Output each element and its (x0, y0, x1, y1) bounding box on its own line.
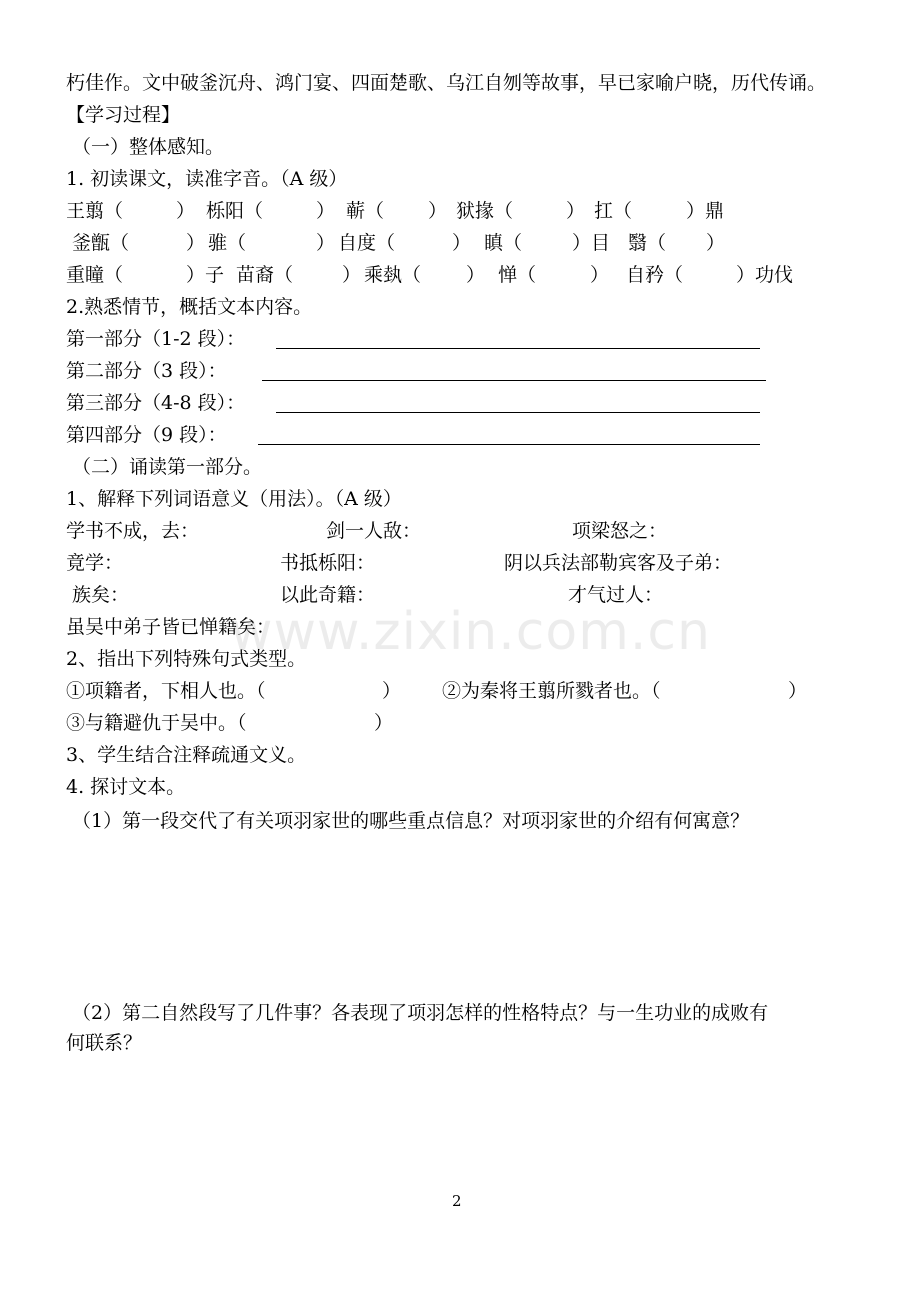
pron-item: 栎阳（ (206, 200, 264, 222)
vocab-item: 项梁怒之： (572, 520, 668, 542)
vocab-last: 虽吴中弟子皆已惮籍矣： (66, 616, 276, 638)
section-title: 【学习过程】 (66, 104, 181, 126)
summary-label-1: 第一部分（1-2 段）： (66, 328, 246, 350)
part2-q2: 2、指出下列特殊句式类型。 (66, 648, 307, 670)
pron-close: ）鼎 (686, 200, 725, 222)
sentence-item: ③与籍避仇于吴中。（ (66, 712, 247, 734)
sentence-item: ①项籍者，下相人也。（ (66, 680, 266, 702)
watermark: www.zixin.com.cn (230, 602, 711, 662)
summary-answer-line-4[interactable] (258, 444, 760, 445)
pron-item: 王翦（ (66, 200, 124, 222)
pron-close: ） (566, 200, 586, 222)
vocab-item: 学书不成，去： (66, 520, 200, 542)
part2-q1: 1、解释下列词语意义（用法）。（A 级） (66, 488, 402, 510)
pron-item: 瞋（ (484, 232, 523, 254)
vocab-item: 竟学： (66, 552, 124, 574)
intro-line: 朽佳作。文中破釜沉舟、鸿门宴、四面楚歌、乌江自刎等故事，早已家喻户晓，历代传诵。 (66, 72, 827, 94)
summary-label-4: 第四部分（9 段）： (66, 424, 227, 446)
page-number: 2 (452, 1192, 462, 1210)
pron-close: ） (342, 264, 362, 286)
summary-answer-line-1[interactable] (276, 348, 760, 349)
summary-label-3: 第三部分（4-8 段）： (66, 392, 246, 414)
pron-close: ） (428, 200, 448, 222)
vocab-item: 剑一人敌： (326, 520, 422, 542)
discuss-question-1: （1）第一段交代了有关项羽家世的哪些重点信息？对项羽家世的介绍有何寓意？ (72, 810, 750, 832)
sentence-close: ） (382, 680, 402, 702)
part2-q4: 4. 探讨文本。 (66, 776, 186, 798)
pron-item: 狱掾（ (456, 200, 514, 222)
pron-item: 乘埶（ (364, 264, 422, 286)
pron-item: 惮（ (498, 264, 537, 286)
pron-item: 蕲（ (346, 200, 385, 222)
discuss-question-2-line-2: 何联系？ (66, 1032, 143, 1054)
pron-item: 自矜（ (626, 264, 684, 286)
pron-item: 自度（ (338, 232, 396, 254)
pron-item: 苗裔（ (236, 264, 294, 286)
summary-answer-line-2[interactable] (262, 380, 766, 381)
pron-item: 翳（ (628, 232, 667, 254)
summary-label-2: 第二部分（3 段）： (66, 360, 227, 382)
vocab-item: 阴以兵法部勒宾客及子弟： (504, 552, 733, 574)
part2-q3: 3、学生结合注释疏通文义。 (66, 744, 307, 766)
pron-close: ）功伐 (736, 264, 794, 286)
pron-item: 扛（ (594, 200, 633, 222)
sentence-item: ②为秦将王翦所戮者也。（ (442, 680, 661, 702)
vocab-item: 族矣： (72, 584, 130, 606)
pron-close: ） (706, 232, 726, 254)
sentence-close: ） (374, 712, 394, 734)
pron-close: ）子 (186, 264, 225, 286)
pron-close: ） (176, 200, 196, 222)
pron-close: ）目 (572, 232, 611, 254)
vocab-item: 才气过人： (568, 584, 664, 606)
pron-item: 骓（ (208, 232, 247, 254)
pron-close: ） (316, 200, 336, 222)
pron-close: ） (466, 264, 486, 286)
part1-title: （一）整体感知。 (72, 136, 225, 158)
summary-answer-line-3[interactable] (276, 412, 760, 413)
sentence-close: ） (788, 680, 808, 702)
part2-title: （二）诵读第一部分。 (72, 456, 263, 478)
pron-close: ） (590, 264, 610, 286)
pron-item: 重瞳（ (66, 264, 124, 286)
pron-close: ） (316, 232, 336, 254)
pron-close: ） (186, 232, 206, 254)
vocab-item: 以此奇籍： (280, 584, 376, 606)
discuss-question-2-line-1: （2）第二自然段写了几件事？各表现了项羽怎样的性格特点？与一生功业的成败有 (72, 1002, 769, 1024)
part1-q2: 2.熟悉情节，概括文本内容。 (66, 296, 313, 318)
pron-close: ） (452, 232, 472, 254)
part1-q1: 1. 初读课文，读准字音。（A 级） (66, 168, 348, 190)
pron-item: 釜甑（ (72, 232, 130, 254)
vocab-item: 书抵栎阳： (280, 552, 376, 574)
